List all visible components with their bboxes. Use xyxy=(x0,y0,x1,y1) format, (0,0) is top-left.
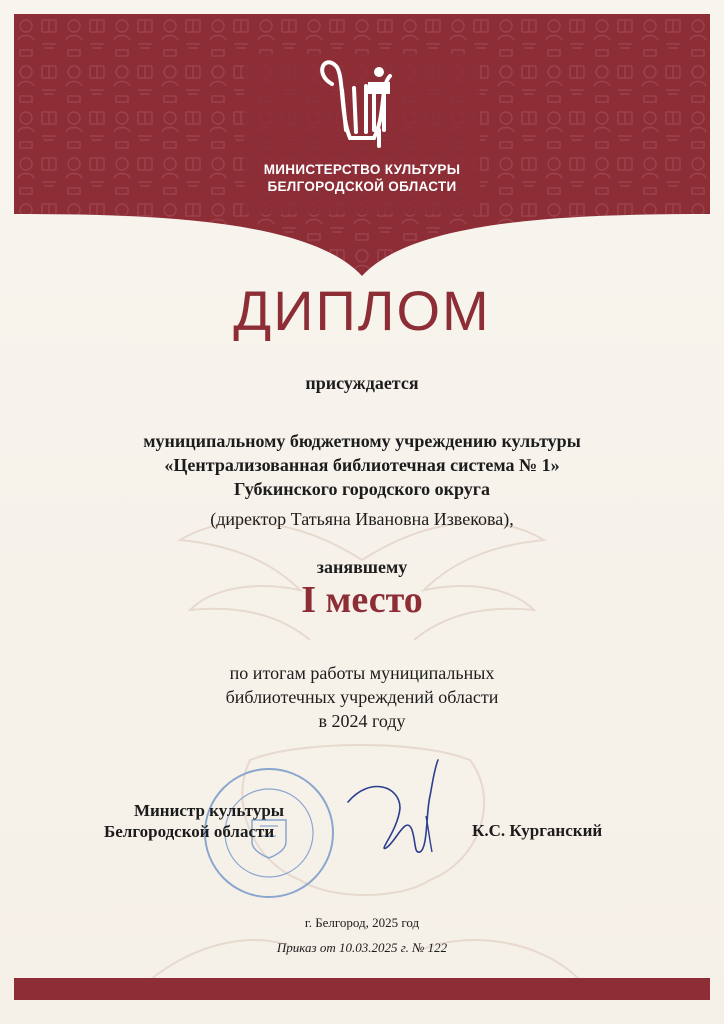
ministry-name-line1: МИНИСТЕРСТВО КУЛЬТУРЫ xyxy=(263,162,461,177)
signatory-name: К.С. Курганский xyxy=(472,821,603,840)
banner-shape xyxy=(14,14,710,276)
took-text: занявшему xyxy=(316,557,408,577)
handwritten-signature xyxy=(340,756,460,866)
reason-line1: по итогам работы муниципальных xyxy=(229,663,495,683)
signatory-position-line1: Министр культуры xyxy=(133,801,285,820)
recipient-line2: «Централизованная библиотечная система № 1» xyxy=(164,455,560,475)
signatory-position-line2: Белгородской области xyxy=(104,822,275,841)
diploma-title: ДИПЛОМ xyxy=(233,279,491,342)
city-year: г. Белгород, 2025 год xyxy=(304,915,420,930)
recipient-line1: муниципальному бюджетному учреждению культуры xyxy=(143,431,581,451)
header-banner xyxy=(14,14,710,276)
bottom-bar xyxy=(14,978,710,1000)
director-line: (директор Татьяна Ивановна Извекова), xyxy=(210,509,514,529)
place-text: I место xyxy=(301,579,423,621)
reason-line2: библиотечных учреждений области xyxy=(225,687,499,707)
order-reference: Приказ от 10.03.2025 г. № 122 xyxy=(276,940,448,955)
reason-line3: в 2024 году xyxy=(318,711,406,731)
awarded-text: присуждается xyxy=(305,373,419,393)
recipient-line3: Губкинского городского округа xyxy=(234,479,490,499)
signatory-position xyxy=(104,800,314,842)
ministry-name-line2: БЕЛГОРОДСКОЙ ОБЛАСТИ xyxy=(267,179,457,194)
